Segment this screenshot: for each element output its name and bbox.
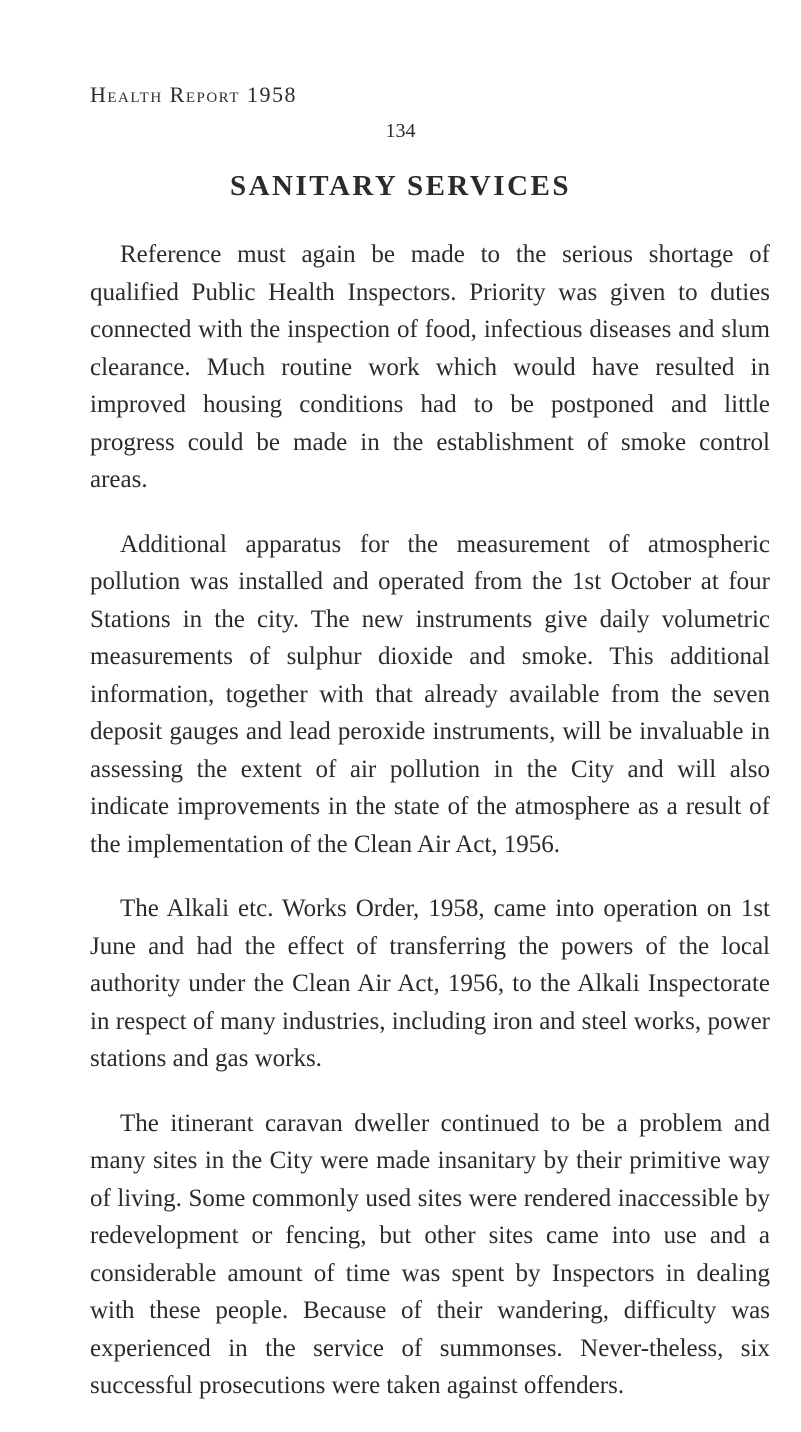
section-title: SANITARY SERVICES [229, 170, 571, 202]
paragraph-caravan-dwellers: The itinerant caravan dweller continued to be a problem and many sites in the City were made insanitary by their primitive way of living. Some commonly used sites were rendered inaccessible by redevelopment or fencing, but other sites came into use and a considerable amount of time was spent by Inspectors in dealing with these people. Because of their wandering, difficulty was experienced in the service of summonses. Never-theless, six successful prosecutions were taken against offenders. [90, 1109, 770, 1399]
running-head: Health Report 1958 [90, 82, 297, 107]
body-text [90, 236, 770, 1432]
paragraph-alkali-works-order: The Alkali etc. Works Order, 1958, came into operation on 1st June and had the effect of transferring the powers of the local authority under the Clean Air Act, 1956, to the Alkali Inspectorate in respect of many industries, including iron and steel works, power stations and gas works. [90, 895, 770, 1072]
page-number: 134 [385, 120, 416, 142]
paragraph-atmospheric-pollution: Additional apparatus for the measurement of atmospheric pollution was installed and operated from the 1st October at four Stations in the city. The new instruments give daily volumetric measurements of sulphur dioxide and smoke. This additional information, together with that already available from the seven deposit gauges and lead peroxide instruments, will be invaluable in assessing the extent of air pollution in the City and will also indicate improvements in the state of the atmosphere as a result of the implementation of the Clean Air Act, 1956. [90, 530, 770, 858]
paragraph-inspector-shortage: Reference must again be made to the serious shortage of qualified Public Health Inspectors. Priority was given to duties connected with the inspection of food, infectious diseases and slum clearance. Much routine work which would have resulted in improved housing conditions had to be postponed and little progress could be made in the establishment of smoke control areas. [90, 241, 770, 493]
